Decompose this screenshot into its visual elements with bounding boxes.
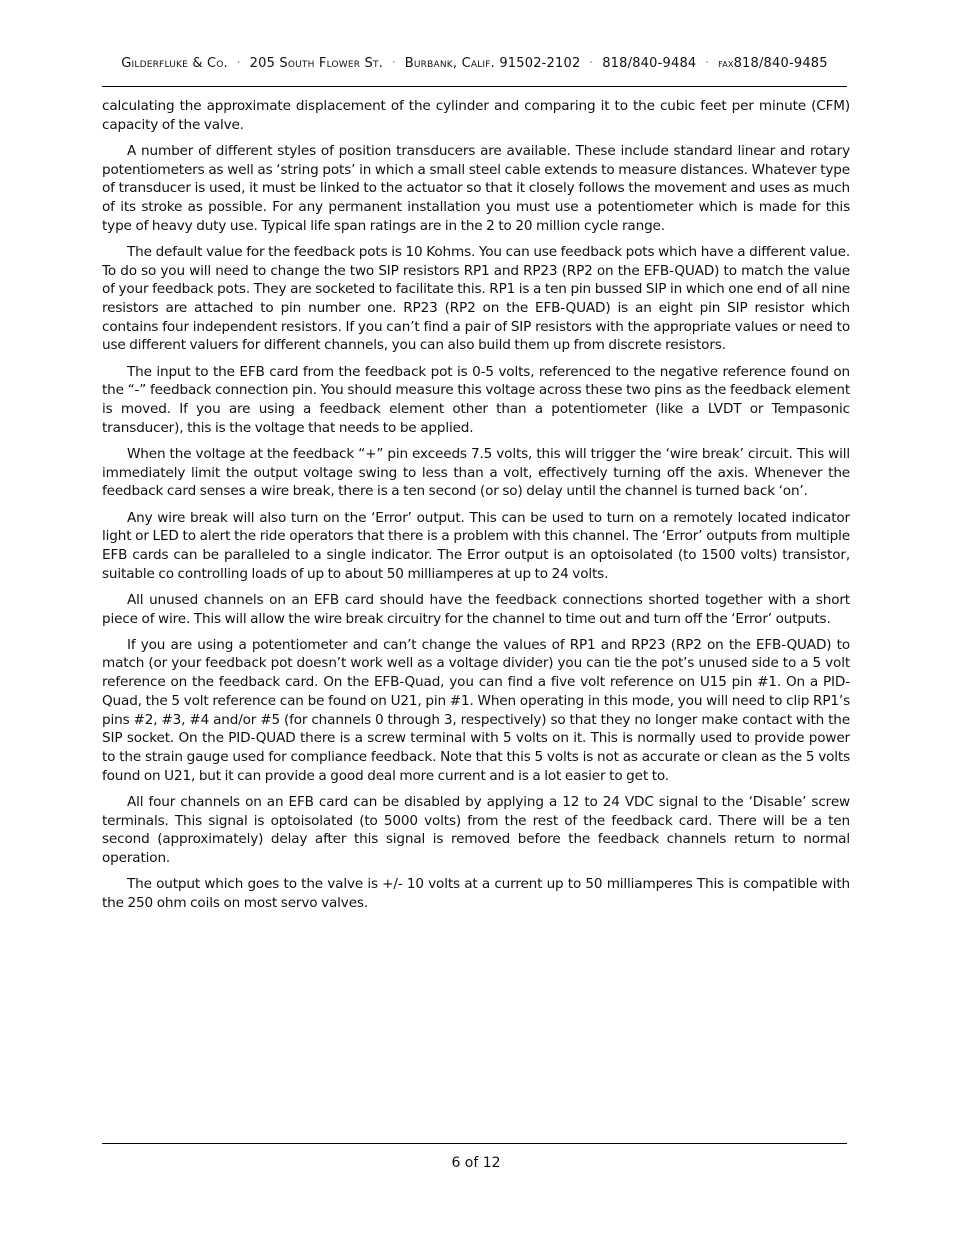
paragraph: calculating the approximate displacement of the cylinder and comparing it to the cubic feet per minute (CFM) capacity of the valve. xyxy=(102,98,850,133)
street-address: 205 South Flower St. xyxy=(249,56,384,71)
paragraph: The default value for the feedback pots is 10 Kohms. You can use feedback pots which have a different value. To do so you will need to change the two SIP resistors RP1 and RP23 (RP2 on the EFB-QUAD) to match the value of your feedback pots. They are socketed to facilitate this. RP1 is a ten pin bussed SIP in which one end of all nine resistors are attached to pin number one. RP23 (RP2 on the EFB-QUAD) is an eight pin SIP resistor which contains four independent resistors. If you can’t find a pair of SIP resistors with the appropriate values or need to use different valuers for different channels, you can also build them up from discrete resistors. xyxy=(102,243,850,354)
separator-dot: · xyxy=(589,58,593,68)
separator-dot: · xyxy=(237,58,241,68)
paragraph: When the voltage at the feedback “+” pin exceeds 7.5 volts, this will trigger the ‘wire break’ circuit. This will immediately limit the output voltage swing to less than a volt, effectively turning off the axis. Whenever the feedback card senses a wire break, there is a ten second (or so) delay until the channel is turned back ‘on’. xyxy=(102,445,850,500)
company-name: Gilderfluke xyxy=(121,56,188,71)
page-number: 6 of 12 xyxy=(451,1155,501,1171)
phone-number: 818/840-9484 xyxy=(602,56,697,71)
paragraph: All four channels on an EFB card can be disabled by applying a 12 to 24 VDC signal to the ‘Disable’ screw terminals. This signal is optoisolated (to 5000 volts) from the rest of the feedback card. There will be a ten second (approximately) delay after this signal is removed before the feedback channels return to normal operation. xyxy=(102,793,850,867)
company-suffix: & Co. xyxy=(192,56,228,71)
city-address: Burbank, Calif. 91502-2102 xyxy=(404,56,581,71)
separator-dot: · xyxy=(392,58,396,68)
paragraph: A number of different styles of position transducers are available. These include standard linear and rotary potentiometers as well as ‘string pots’ in which a small steel cable extends to measure distances. Whatever type of transducer is used, it must be linked to the actuator so that it closely follows the movement and uses as much of its stroke as possible. For any permanent installation you must use a potentiometer which is made for this type of heavy duty use. Typical life span ratings are in the 2 to 20 million cycle range. xyxy=(102,142,850,234)
footer-divider xyxy=(102,1143,847,1144)
fax-number: 818/840-9485 xyxy=(733,56,828,71)
paragraph: All unused channels on an EFB card should have the feedback connections shorted together with a short piece of wire. This will allow the wire break circuitry for the channel to time out and turn off the ‘Error’ outputs. xyxy=(102,591,850,627)
document-body xyxy=(102,97,850,920)
paragraph: The input to the EFB card from the feedback pot is 0-5 volts, referenced to the negative reference found on the “-” feedback connection pin. You should measure this voltage across these two pins as the feedback element is moved. If you are using a feedback element other than a potentiometer (like a LVDT or Tempasonic transducer), this is the voltage that needs to be applied. xyxy=(102,363,850,436)
letterhead xyxy=(0,56,954,71)
separator-dot: · xyxy=(705,58,709,68)
paragraph: If you are using a potentiometer and can’t change the values of RP1 and RP23 (RP2 on the EFB-QUAD) to match (or your feedback pot doesn’t work well as a voltage divider) you can tie the pot’s unused side to a 5 volt reference on the feedback card. On the EFB-Quad, you can find a five volt reference on U15 pin #1. On a PID-Quad, the 5 volt reference can be found on U21, pin #1. When operating in this mode, you will need to clip RP1’s pins #2, #3, #4 and/or #5 (for channels 0 through 3, respectively) so that they no longer make contact with the SIP socket. On the PID-QUAD there is a screw terminal with 5 volts on it. This is normally used to provide power to the strain gauge used for compliance feedback. Note that this 5 volts is not as accurate or clean as the 5 volts found on U21, but it can provide a good deal more current and is a lot easier to get to. xyxy=(102,636,850,784)
paragraph: Any wire break will also turn on the ‘Error’ output. This can be used to turn on a remotely located indicator light or LED to alert the ride operators that there is a problem with this channel. The ‘Error’ outputs from multiple EFB cards can be paralleled to a single indicator. The Error output is an optoisolated (to 1500 volts) transistor, suitable co controlling loads of up to about 50 milliamperes at up to 24 volts. xyxy=(102,509,850,582)
paragraph: The output which goes to the valve is +/- 10 volts at a current up to 50 milliamperes This is compatible with the 250 ohm coils on most servo valves. xyxy=(102,876,850,911)
fax-label: fax xyxy=(718,57,734,70)
header-divider xyxy=(102,86,847,87)
